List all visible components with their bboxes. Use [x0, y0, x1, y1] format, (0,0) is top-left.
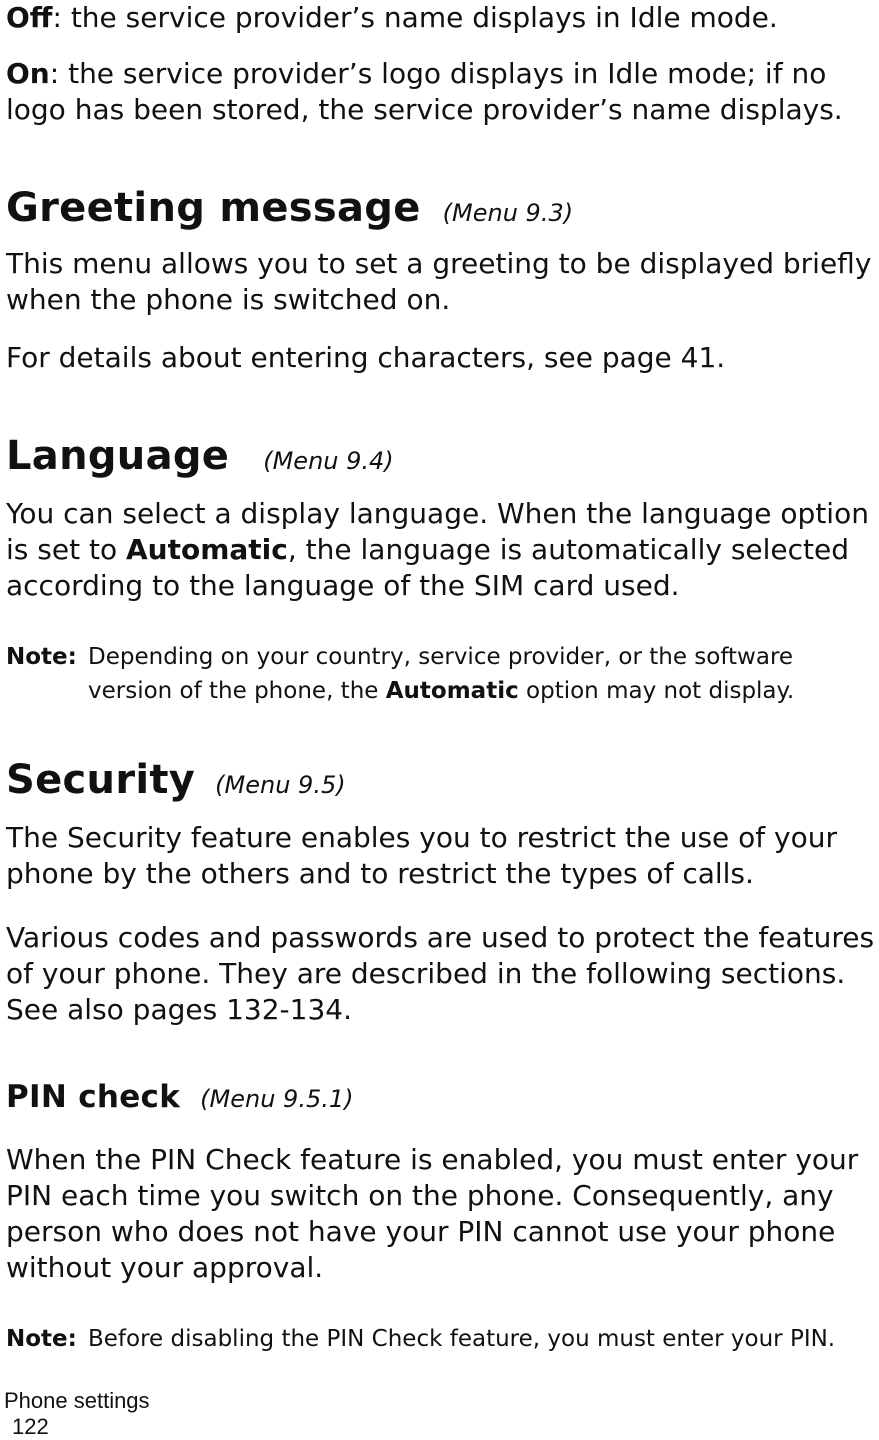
note-text-end: option may not display. — [518, 678, 795, 704]
language-paragraph — [6, 496, 878, 604]
language-title: Language — [6, 433, 230, 479]
greeting-heading — [6, 184, 573, 232]
language-menu-ref: (Menu 9.4) — [263, 447, 394, 475]
note-label: Note: — [6, 1326, 77, 1352]
security-heading — [6, 756, 346, 804]
greeting-title: Greeting message — [6, 185, 421, 231]
language-note — [6, 640, 856, 708]
logo-on-option — [6, 56, 874, 128]
note-text — [88, 640, 856, 708]
page-number: 122 — [12, 1414, 49, 1439]
language-heading — [6, 432, 394, 480]
footer-section-name: Phone settings — [4, 1388, 150, 1413]
greeting-paragraph-2: For details about entering characters, see page 41. — [6, 341, 726, 374]
off-label: Off — [6, 1, 53, 34]
automatic-term: Automatic — [125, 533, 288, 566]
greeting-menu-ref: (Menu 9.3) — [442, 199, 574, 227]
pin-check-title: PIN check — [6, 1079, 181, 1115]
language-text-start: You can select a display language. When the language option is set to — [6, 497, 869, 566]
security-title: Security — [6, 757, 196, 803]
language-text-end: , the language is automatically selected according to the language of the SIM card used. — [6, 533, 850, 602]
security-menu-ref: (Menu 9.5) — [215, 771, 346, 799]
security-paragraph-2: Various codes and passwords are used to protect the features of your phone. They are described in the following sections. See also pages 132-134. — [6, 921, 875, 1026]
off-description: : the service provider’s name displays in Idle mode. — [52, 1, 778, 34]
pin-check-paragraph: When the PIN Check feature is enabled, you must enter your PIN each time you switch on the phone. Consequently, any person who does not have your PIN cannot use your phone without your approval. — [6, 1143, 859, 1284]
greeting-paragraph-1: This menu allows you to set a greeting to be displayed briefly when the phone is switched on. — [6, 247, 872, 316]
page-footer — [4, 1388, 150, 1440]
note-text: Before disabling the PIN Check feature, you must enter your PIN. — [88, 1326, 836, 1352]
on-label: On — [6, 57, 50, 90]
pin-check-heading — [6, 1078, 353, 1116]
pin-check-note — [6, 1322, 856, 1356]
note-label: Note: — [6, 644, 77, 670]
security-paragraph-1: The Security feature enables you to restrict the use of your phone by the others and to restrict the types of calls. — [6, 821, 838, 890]
automatic-term: Automatic — [385, 678, 519, 704]
pin-check-menu-ref: (Menu 9.5.1) — [200, 1085, 354, 1113]
note-text-start: Depending on your country, service provider, or the software version of the phone, the — [88, 644, 794, 704]
on-description: : the service provider’s logo displays in Idle mode; if no logo has been stored, the service provider’s name displays. — [6, 57, 843, 126]
logo-off-option — [6, 0, 874, 36]
